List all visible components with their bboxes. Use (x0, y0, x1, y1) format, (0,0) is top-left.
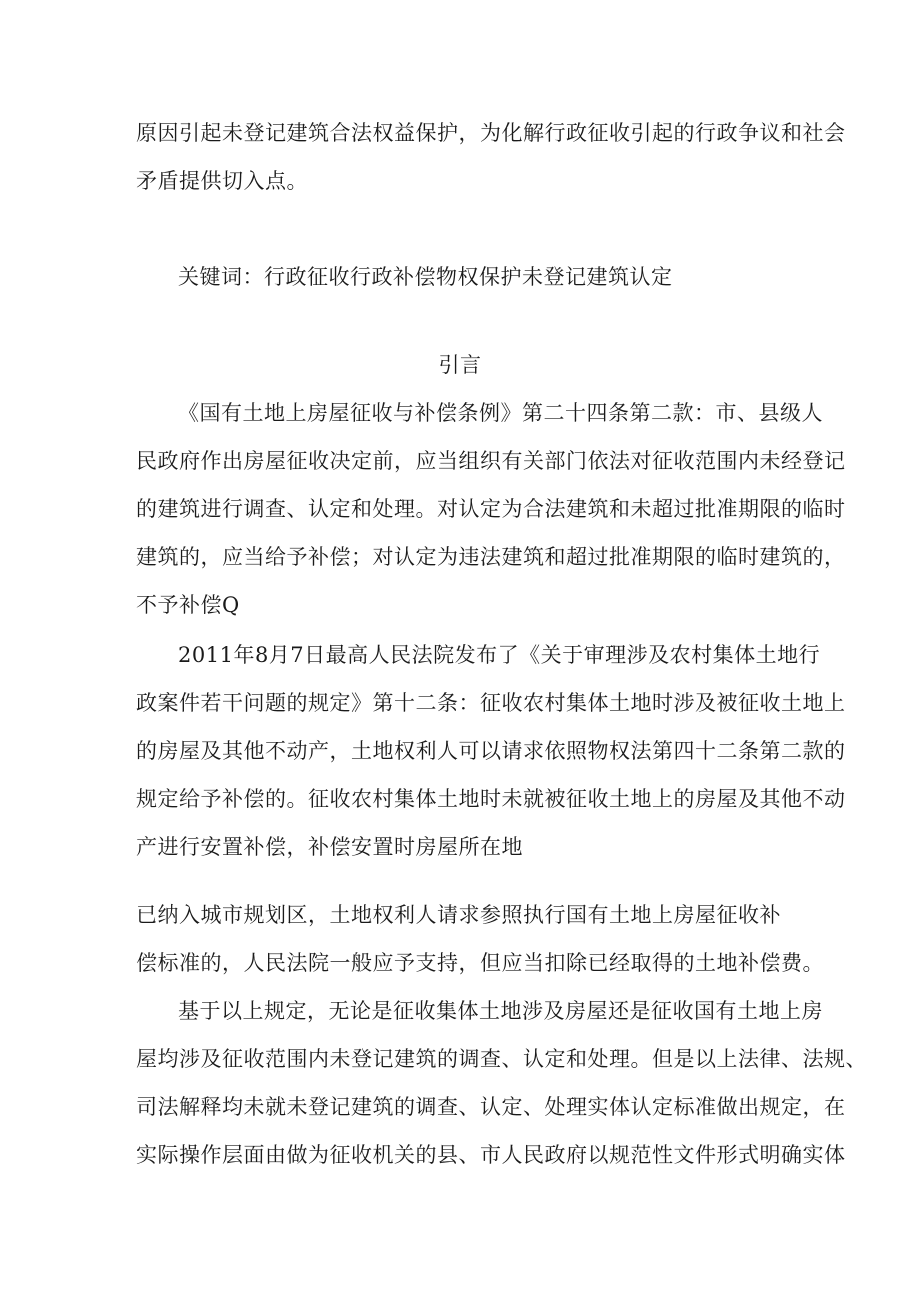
paragraph-line: 已纳入城市规划区，土地权利人请求参照执行国有土地上房屋征收补 (136, 903, 781, 927)
paragraph-line: 的建筑进行调查、认定和处理。对认定为合法建筑和未超过批准期限的临时 (136, 497, 846, 521)
paragraph-line: 政案件若干问题的规定》第十二条：征收农村集体土地时涉及被征收土地上 (136, 691, 846, 715)
paragraph-line: 民政府作出房屋征收决定前，应当组织有关部门依法对征收范围内未经登记 (136, 449, 846, 473)
paragraph-line: 的房屋及其他不动产，土地权利人可以请求依照物权法第四十二条第二款的 (136, 739, 846, 763)
paragraph-line: 2011年8月7日最高人民法院发布了《关于审理涉及农村集体土地行 (178, 643, 821, 667)
abstract-line: 矛盾提供切入点。 (136, 169, 308, 193)
section-title: 引言 (438, 353, 482, 377)
paragraph-line: 司法解释均未就未登记建筑的调查、认定、处理实体认定标准做出规定，在 (136, 1095, 846, 1119)
paragraph-line: 不予补偿Q (136, 593, 240, 617)
abstract-line: 原因引起未登记建筑合法权益保护，为化解行政征收引起的行政争议和社会 (136, 121, 846, 145)
paragraph-line: 建筑的，应当给予补偿；对认定为违法建筑和超过批准期限的临时建筑的， (136, 545, 846, 569)
paragraph-line: 实际操作层面由做为征收机关的县、市人民政府以规范性文件形式明确实体 (136, 1143, 846, 1167)
paragraph-line: 基于以上规定，无论是征收集体土地涉及房屋还是征收国有土地上房 (178, 999, 823, 1023)
paragraph-line: 规定给予补偿的。征收农村集体土地时未就被征收土地上的房屋及其他不动 (136, 787, 846, 811)
paragraph-line: 屋均涉及征收范围内未登记建筑的调查、认定和处理。但是以上法律、法规、 (136, 1047, 867, 1071)
paragraph-line: 偿标准的，人民法院一般应予支持，但应当扣除已经取得的土地补偿费。 (136, 951, 824, 975)
paragraph-line: 产进行安置补偿，补偿安置时房屋所在地 (136, 835, 523, 859)
paragraph-line: 《国有土地上房屋征收与补偿条例》第二十四条第二款：市、县级人 (178, 401, 823, 425)
keywords-line: 关键词：行政征收行政补偿物权保护未登记建筑认定 (178, 265, 673, 289)
